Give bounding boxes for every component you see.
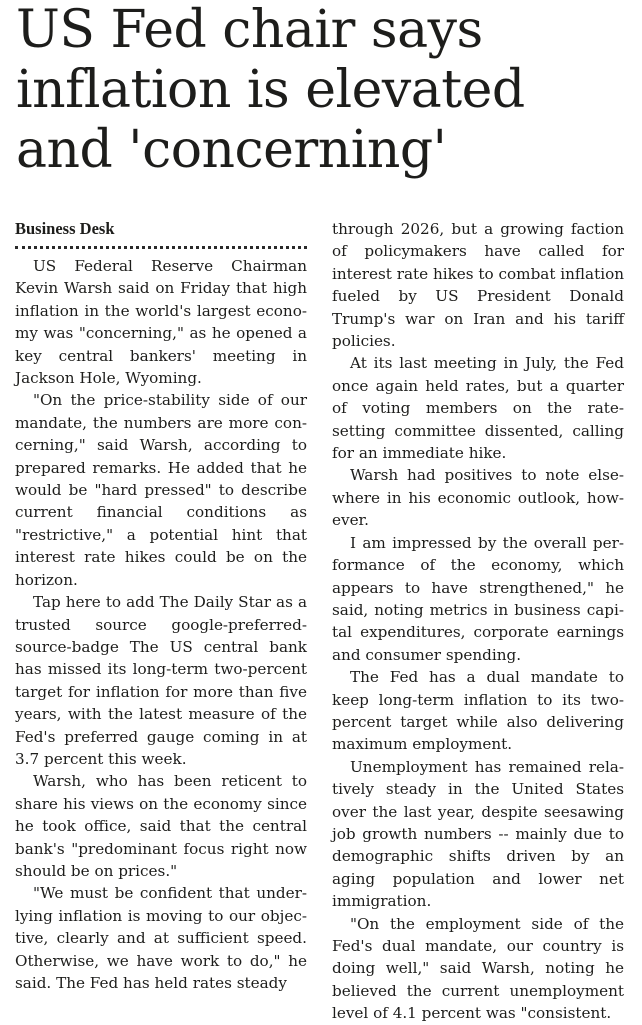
paragraph-continued: through 2026, but a growing faction of policymakers have called for interest rate hikes to combat inflation fueled by US President Donald Trump's war on Iran and his tariff policies. xyxy=(332,220,624,351)
paragraph: "On the employment side of the Fed's dual mandate, our country is doing well," said Warsh, noting he believed the current unemployment level of 4.1 percent was "consistent. xyxy=(332,914,624,1023)
headline xyxy=(16,0,636,180)
paragraph: Warsh, who has been reticent to share his views on the economy since he took office, said that the central bank's "predominant focus right now should be on prices." xyxy=(15,772,307,880)
paragraph: At its last meeting in July, the Fed once again held rates, but a quarter of voting members on the rate-setting committee dissented, calling for an immediate hike. xyxy=(332,354,624,463)
headline-line-2: inflation is elevated xyxy=(16,60,525,120)
article-column-left xyxy=(15,218,307,994)
paragraph: "We must be confident that underlying inflation is moving to our objective, clearly and at sufficient speed. Otherwise, we have work to do," he said. The Fed has held rates steady xyxy=(15,884,307,992)
paragraph: "On the price-stability side of our mandate, the numbers are more concerning," said Warsh, according to prepared remarks. He added that he would be "hard pressed" to describe current financial conditions as "restrictive," a potential hint that interest rate hikes could be on the horizon. xyxy=(15,391,307,589)
paragraph: US Federal Reserve Chairman Kevin Warsh said on Friday that high inflation in the world's largest economy was "concerning," as he opened a key central bankers' meeting in Jackson Hole, Wyoming. xyxy=(15,257,307,388)
headline-line-3: and 'concerning' xyxy=(16,120,447,180)
paragraph: Warsh had positives to note elsewhere in his economic outlook, however. xyxy=(332,466,624,530)
paragraph: Unemployment has remained relatively steady in the United States over the last year, despite seesawing job growth numbers -- mainly due to demographic shifts driven by an aging population and lower net immigration. xyxy=(332,757,624,911)
paragraph: I am impressed by the overall performance of the economy, which appears to have strengthened," he said, noting metrics in business capital expenditures, corporate earnings and consumer spending. xyxy=(332,533,624,664)
byline: Business Desk xyxy=(15,218,307,249)
headline-line-1: US Fed chair says xyxy=(16,0,483,60)
article-column-right xyxy=(332,218,624,1025)
paragraph: The Fed has a dual mandate to keep long-term inflation to its two-percent target while also delivering maximum employment. xyxy=(332,668,624,754)
paragraph: Tap here to add The Daily Star as a trusted source google-preferred-source-badge The US central bank has missed its long-term two-percent target for inflation for more than five years, with the latest measure of the Fed's preferred gauge coming in at 3.7 percent this week. xyxy=(15,593,307,768)
